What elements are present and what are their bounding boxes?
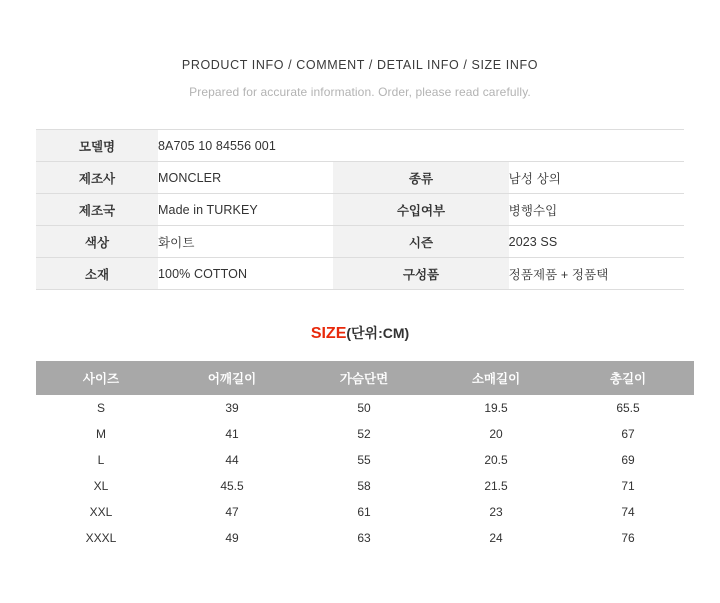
product-info-table-wrap bbox=[0, 129, 720, 290]
size-cell-shoulder: 45.5 bbox=[220, 479, 244, 493]
size-cell-chest: 58 bbox=[357, 479, 371, 493]
size-cell-length: 67 bbox=[621, 427, 635, 441]
table-row bbox=[36, 162, 684, 194]
size-cell-sleeve: 21.5 bbox=[484, 479, 508, 493]
size-cell-shoulder: 49 bbox=[225, 531, 239, 545]
info-value-material: 100% COTTON bbox=[158, 258, 333, 290]
size-cell-sleeve: 24 bbox=[489, 531, 503, 545]
size-title-red: SIZE bbox=[310, 325, 347, 342]
size-cell-size: M bbox=[96, 427, 106, 441]
size-cell-shoulder: 44 bbox=[225, 453, 239, 467]
size-cell-size: S bbox=[96, 401, 105, 415]
size-section-title bbox=[0, 323, 720, 343]
size-cell-size: XXL bbox=[89, 505, 113, 519]
table-row bbox=[36, 130, 684, 162]
size-title-unit: (단위:CM) bbox=[346, 325, 410, 341]
size-cell-sleeve: 20 bbox=[489, 427, 503, 441]
size-cell-size: XXXL bbox=[85, 531, 117, 545]
table-row bbox=[36, 447, 694, 473]
table-row bbox=[36, 226, 684, 258]
page-subtitle: Prepared for accurate information. Order, please read carefully. bbox=[189, 85, 531, 99]
table-row bbox=[36, 194, 684, 226]
size-header-chest: 가슴단면 bbox=[298, 361, 430, 395]
size-cell-chest: 55 bbox=[357, 453, 371, 467]
info-label-components: 구성품 bbox=[333, 258, 508, 290]
size-cell-shoulder: 47 bbox=[225, 505, 239, 519]
size-table bbox=[36, 361, 694, 551]
info-label-color: 색상 bbox=[36, 226, 158, 258]
table-row bbox=[36, 421, 694, 447]
size-cell-chest: 50 bbox=[357, 401, 371, 415]
size-cell-sleeve: 19.5 bbox=[484, 401, 508, 415]
table-row bbox=[36, 473, 694, 499]
info-label-maker: 제조사 bbox=[36, 162, 158, 194]
size-cell-size: XL bbox=[93, 479, 109, 493]
table-row bbox=[36, 499, 694, 525]
table-row bbox=[36, 525, 694, 551]
page-title: PRODUCT INFO / COMMENT / DETAIL INFO / SIZE INFO bbox=[181, 58, 539, 72]
size-cell-chest: 61 bbox=[357, 505, 371, 519]
product-info-table bbox=[36, 129, 684, 290]
size-cell-chest: 63 bbox=[357, 531, 371, 545]
size-cell-length: 69 bbox=[621, 453, 635, 467]
size-cell-chest: 52 bbox=[357, 427, 371, 441]
page-header bbox=[0, 0, 720, 99]
size-cell-length: 74 bbox=[621, 505, 635, 519]
info-value-origin: Made in TURKEY bbox=[158, 194, 333, 226]
size-cell-sleeve: 20.5 bbox=[484, 453, 508, 467]
info-value-color: 화이트 bbox=[158, 226, 333, 258]
info-value-import: 병행수입 bbox=[509, 194, 684, 226]
info-value-category: 남성 상의 bbox=[509, 162, 684, 194]
size-header-shoulder: 어깨길이 bbox=[166, 361, 298, 395]
size-cell-length: 71 bbox=[621, 479, 635, 493]
info-label-import: 수입여부 bbox=[333, 194, 508, 226]
size-cell-shoulder: 39 bbox=[225, 401, 239, 415]
size-header-size: 사이즈 bbox=[36, 361, 166, 395]
size-table-header-row bbox=[36, 361, 694, 395]
info-value-maker: MONCLER bbox=[158, 162, 333, 194]
size-cell-length: 76 bbox=[621, 531, 635, 545]
info-value-season: 2023 SS bbox=[509, 226, 684, 258]
info-label-category: 종류 bbox=[333, 162, 508, 194]
size-cell-size: L bbox=[97, 453, 105, 467]
size-header-length: 총길이 bbox=[562, 361, 694, 395]
table-row bbox=[36, 395, 694, 421]
size-header-sleeve: 소매길이 bbox=[430, 361, 562, 395]
size-table-wrap bbox=[0, 361, 720, 551]
info-label-material: 소재 bbox=[36, 258, 158, 290]
size-cell-sleeve: 23 bbox=[489, 505, 503, 519]
info-label-origin: 제조국 bbox=[36, 194, 158, 226]
table-row bbox=[36, 258, 684, 290]
size-cell-length: 65.5 bbox=[616, 401, 640, 415]
size-cell-shoulder: 41 bbox=[225, 427, 239, 441]
info-label-model: 모델명 bbox=[36, 130, 158, 162]
info-label-season: 시즌 bbox=[333, 226, 508, 258]
info-value-components: 정품제품 + 정품택 bbox=[509, 258, 684, 290]
info-value-model: 8A705 10 84556 001 bbox=[158, 130, 684, 162]
